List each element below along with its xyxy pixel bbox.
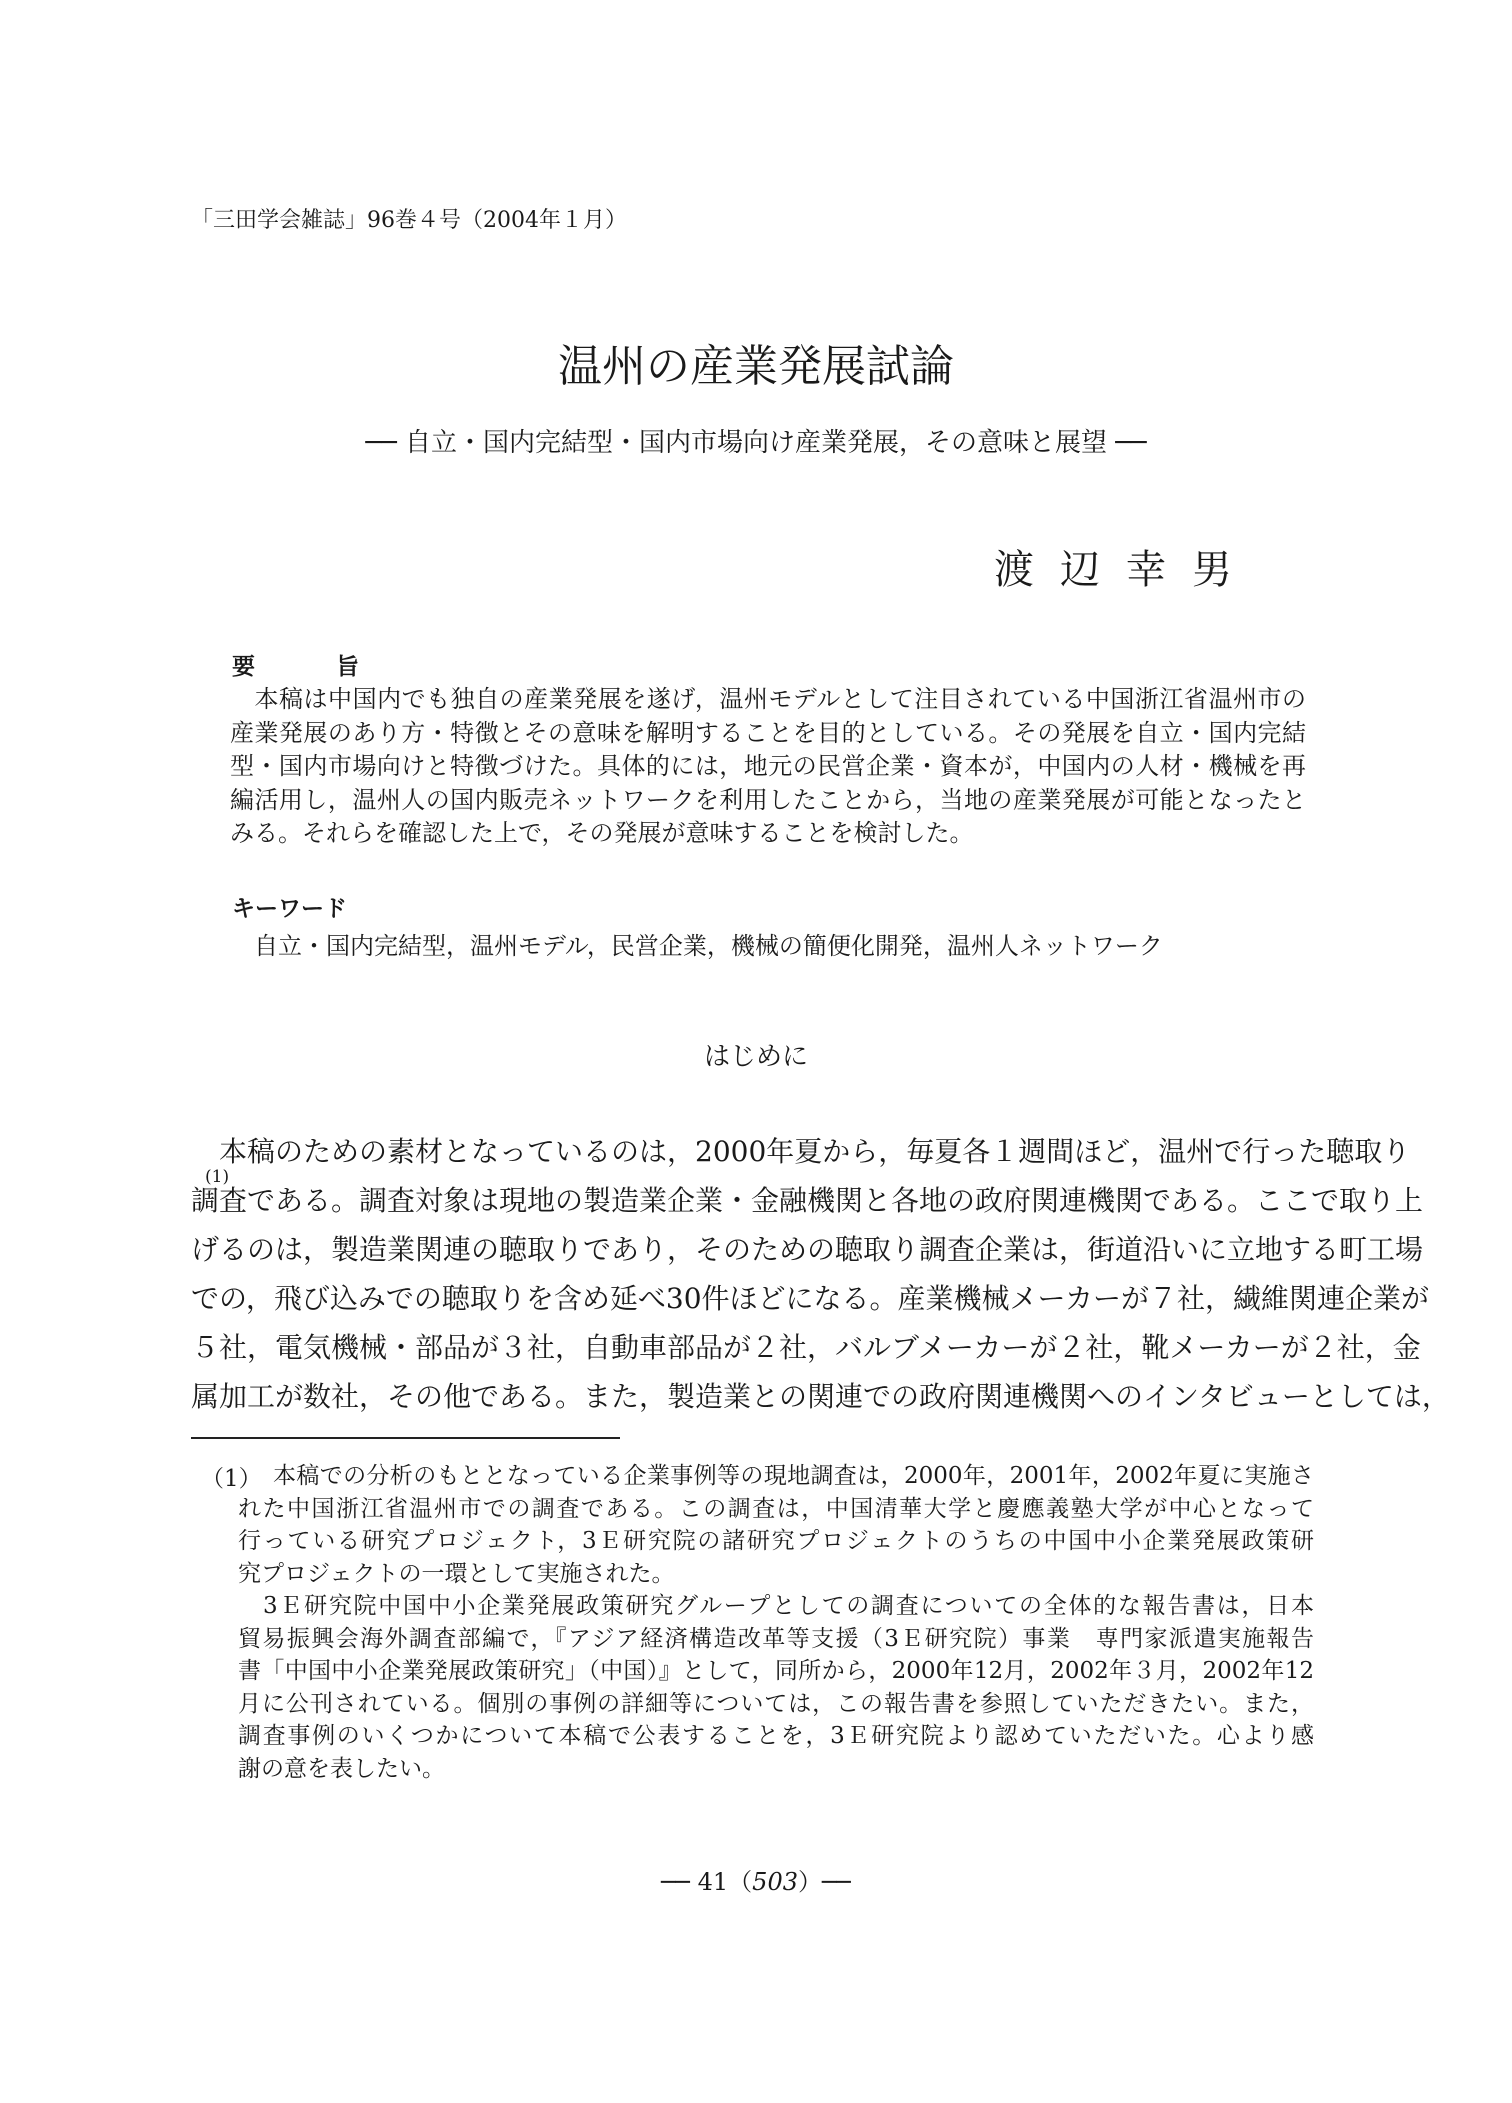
body-line: での，飛び込みでの聴取りを含め延べ30件ほどになる。産業機械メーカーが７社，繊維関連企業が xyxy=(191,1282,1429,1315)
footnote-line: 貿易振興会海外調査部編で，『アジア経済構造改革等支援（3Ｅ研究院）事業 専門家派遣実施報告 xyxy=(238,1625,1314,1652)
article-title: 温州の産業発展試論 xyxy=(558,341,954,392)
page-number-volume: 503 xyxy=(752,1868,798,1896)
footnote-line: 書「中国中小企業発展政策研究」（中国）』として，同所から，2000年12月，2002年３月，2002年12 xyxy=(238,1658,1314,1684)
footnote-line: 本稿での分析のもととなっている企業事例等の現地調査は，2000年，2001年，2002年夏に実施さ xyxy=(273,1463,1314,1489)
footnote-divider xyxy=(191,1437,620,1439)
section-heading: はじめに xyxy=(703,1042,808,1072)
abstract-line: 本稿は中国内でも独自の産業発展を遂げ，温州モデルとして注目されている中国浙江省温州市の xyxy=(230,685,1306,713)
footnote-line: 究プロジェクトの一環として実施された。 xyxy=(238,1560,675,1587)
footnote-line: 調査事例のいくつかについて本稿で公表することを，3Ｅ研究院より認めていただいた。心より感 xyxy=(238,1723,1314,1749)
page-number-left: ── 41（ xyxy=(661,1868,753,1896)
body-line: 属加工が数社，その他である。また，製造業との関連での政府関連機関へのインタビューとしては， xyxy=(191,1380,1450,1413)
body-line: ５社，電気機械・部品が３社，自動車部品が２社，バルブメーカーが２社，靴メーカーが２社，金 xyxy=(191,1331,1421,1364)
body-text xyxy=(191,1127,1450,1421)
body-line: 本稿のための素材となっているのは，2000年夏から，毎夏各１週間ほど，温州で行った聴取り xyxy=(191,1135,1411,1168)
abstract-heading xyxy=(232,648,440,681)
abstract-text xyxy=(230,683,1306,851)
abstract-line: 型・国内市場向けと特徴づけた。具体的には，地元の民営企業・資本が，中国内の人材・機械を再 xyxy=(230,752,1306,780)
footnote-line: 行っている研究プロジェクト，3Ｅ研究院の諸研究プロジェクトのうちの中国中小企業発展政策研 xyxy=(238,1528,1314,1554)
page-number xyxy=(0,1862,1512,1897)
page-number-right: ）── xyxy=(797,1868,851,1896)
keywords-heading: キーワード xyxy=(232,896,347,922)
footnote-mark: （1） xyxy=(201,1466,262,1492)
abstract-heading-char: 旨 xyxy=(336,654,359,680)
body-line: げるのは，製造業関連の聴取りであり，そのための聴取り調査企業は，街道沿いに立地する町工場 xyxy=(191,1233,1424,1266)
abstract-line: 編活用し，温州人の国内販売ネットワークを利用したことから，当地の産業発展が可能となったと xyxy=(230,785,1306,814)
footnote-line: 謝の意を表したい。 xyxy=(238,1755,445,1782)
footnote-reference[interactable]: (1) xyxy=(205,1167,230,1187)
body-line: 調査である。調査対象は現地の製造業企業・金融機関と各地の政府関連機関である。ここで取り上 xyxy=(191,1184,1424,1217)
journal-header: 「三田学会雑誌」96巻４号（2004年１月） xyxy=(191,208,627,233)
abstract-line: みる。それらを確認した上で，その発展が意味することを検討した。 xyxy=(230,819,974,847)
footnote xyxy=(201,1460,1314,1785)
keywords-text: 自立・国内完結型，温州モデル，民営企業，機械の簡便化開発，温州人ネットワーク xyxy=(254,932,1163,960)
footnote-line: れた中国浙江省温州市での調査である。この調査は，中国清華大学と慶應義塾大学が中心となって xyxy=(238,1495,1314,1522)
abstract-line: 産業発展のあり方・特徴とその意味を解明することを目的としている。その発展を自立・国内完結 xyxy=(230,718,1306,747)
abstract-heading-char: 要 xyxy=(232,654,255,680)
article-subtitle: ── 自立・国内完結型・国内市場向け産業発展，その意味と展望 ── xyxy=(365,428,1147,458)
footnote-line: 月に公刊されている。個別の事例の詳細等については，この報告書を参照していただきたい。また， xyxy=(238,1690,1314,1717)
footnote-line: 3Ｅ研究院中国中小企業発展政策研究グループとしての調査についての全体的な報告書は，日本 xyxy=(263,1593,1314,1619)
author-name: 渡辺幸男 xyxy=(994,547,1258,593)
